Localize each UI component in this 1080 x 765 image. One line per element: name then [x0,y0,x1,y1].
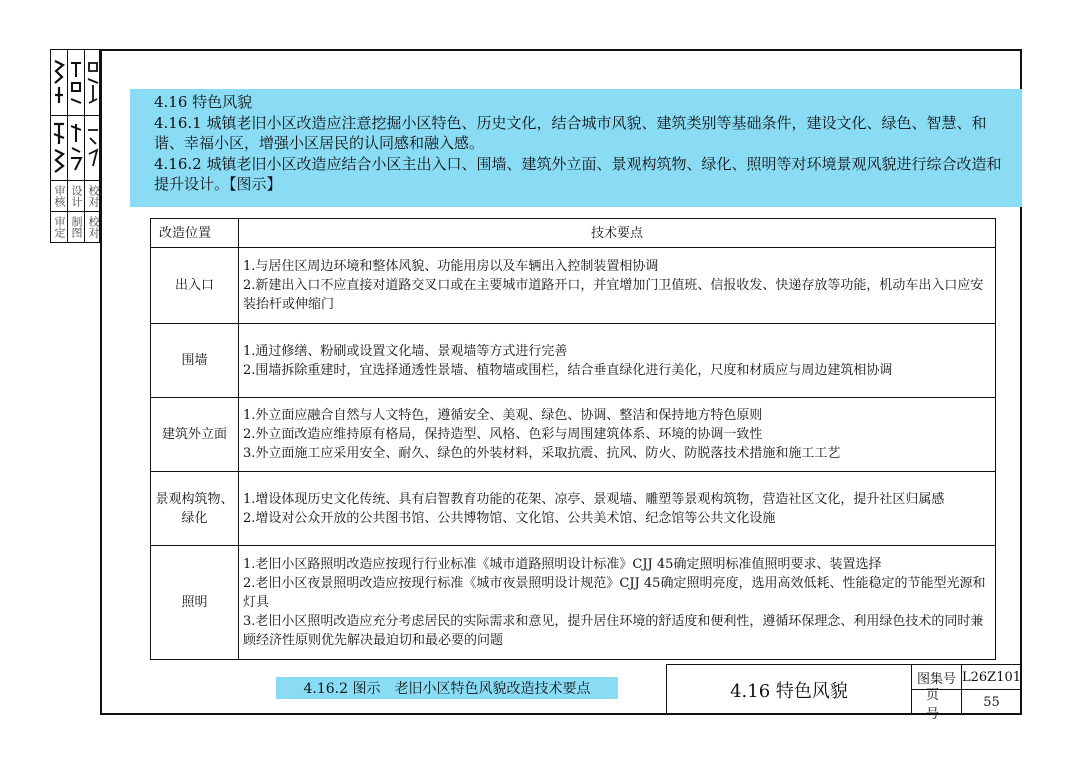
atlas-number-label: 图集号 [912,665,962,690]
row-position: 照明 [151,546,239,660]
atlas-number-value: L26Z101 [962,665,1021,690]
point-text: 2.围墙拆除重建时，宜选择通透性景墙、植物墙或围栏，结合垂直绿化进行美化，尺度和材质应与周边建筑相协调 [243,362,893,378]
row-position: 景观构筑物、绿化 [151,472,239,546]
approval-strip [50,49,100,243]
point-text: 3.外立面施工应采用安全、耐久、绿色的外装材料，采取抗震、抗风、防火、防脱落技术措施和施工工艺 [243,446,841,461]
table-row [151,398,996,472]
approval-label: 制图 [70,216,83,238]
page-number-value: 55 [983,695,1000,710]
approval-label: 设计 [68,181,84,212]
signature-mark [51,116,67,182]
point-text: 2.外立面改造应维持原有格局，保持造型、风格、色彩与周围建筑体系、环境的协调一致性 [243,427,763,442]
clause-4-16-2: 4.16.2 城镇老旧小区改造应结合小区主出入口、围墙、建筑外立面、景观构筑物、绿化、照明等对环境景观风貌进行综合改造和提升设计。【图示】 [154,154,1002,193]
row-points [239,324,996,398]
point-text: 1.增设体现历史文化传统、具有启智教育功能的花架、凉亭、景观墙、雕塑等景观构筑物，营造社区文化，提升社区归属感 [243,491,945,507]
signature-mark [68,116,84,182]
approval-label: 审核 [51,181,67,212]
intro-section [154,92,1014,195]
point-text: 1.外立面应融合自然与人文特色，遵循安全、美观、绿色、协调、整洁和保持地方特色原则 [243,408,763,423]
technical-points-table [150,218,996,660]
signature-mark [85,50,101,116]
header-position: 改造位置 [151,219,239,248]
page-number-label: 页号 [912,690,962,715]
signature-mark [68,50,84,116]
row-points [239,472,996,546]
signature-mark [85,116,101,182]
section-heading: 4.16 特色风貌 [154,93,253,111]
table-header-row [151,219,996,248]
approval-col-1 [51,50,68,242]
row-position: 出入口 [151,248,239,324]
approval-label: 校对 [87,216,100,238]
table-row [151,472,996,546]
row-position: 围墙 [151,324,239,398]
table-row [151,324,996,398]
row-position: 建筑外立面 [151,398,239,472]
signature-mark [51,50,67,116]
approval-label: 审定 [53,216,66,238]
point-text: 2.增设对公众开放的公共图书馆、公共博物馆、文化馆、公共美术馆、纪念馆等公共文化设施 [243,510,776,526]
header-points: 技术要点 [239,219,996,248]
point-text: 2.老旧小区夜景照明改造应按现行标准《城市夜景照明设计规范》CJJ 45确定照明亮度，选用高效低耗、性能稳定的节能型光源和灯具 [243,576,986,610]
table-row [151,248,996,324]
row-points [239,546,996,660]
clause-4-16-1: 4.16.1 城镇老旧小区改造应注意挖掘小区特色、历史文化，结合城市风貌、建筑类别等基础条件，建设文化、绿色、智慧、和谐、幸福小区，增强小区居民的认同感和融入感。 [154,113,987,152]
point-text: 1.老旧小区路照明改造应按现行行业标准《城市道路照明设计标准》CJJ 45确定照明标准值照明要求、装置选择 [243,557,882,572]
row-points [239,248,996,324]
row-points [239,398,996,472]
approval-col-2 [68,50,85,242]
approval-label: 校对 [85,181,101,212]
point-text: 2.新建出入口不应直接对道路交叉口或在主要城市道路开口，并宜增加门卫值班、信报收发、快递存放等功能，机动车出入口应安装抬杆或伸缩门 [243,278,984,312]
table-row [151,546,996,660]
point-text: 1.通过修缮、粉刷或设置文化墙、景观墙等方式进行完善 [243,343,568,359]
title-block [666,664,1022,722]
approval-col-3 [85,50,101,242]
point-text: 1.与居住区周边环境和整体风貌、功能用房以及车辆出入控制装置相协调 [243,259,659,274]
drawing-title: 4.16 特色风貌 [667,665,912,715]
point-text: 3.老旧小区照明改造应充分考虑居民的实际需求和意见，提升居住环境的舒适度和便利性，遵循环保理念、利用绿色技术的同时兼顾经济性原则优先解决最迫切和最必要的问题 [243,614,984,648]
figure-caption: 4.16.2 图示 老旧小区特色风貌改造技术要点 [276,677,618,699]
